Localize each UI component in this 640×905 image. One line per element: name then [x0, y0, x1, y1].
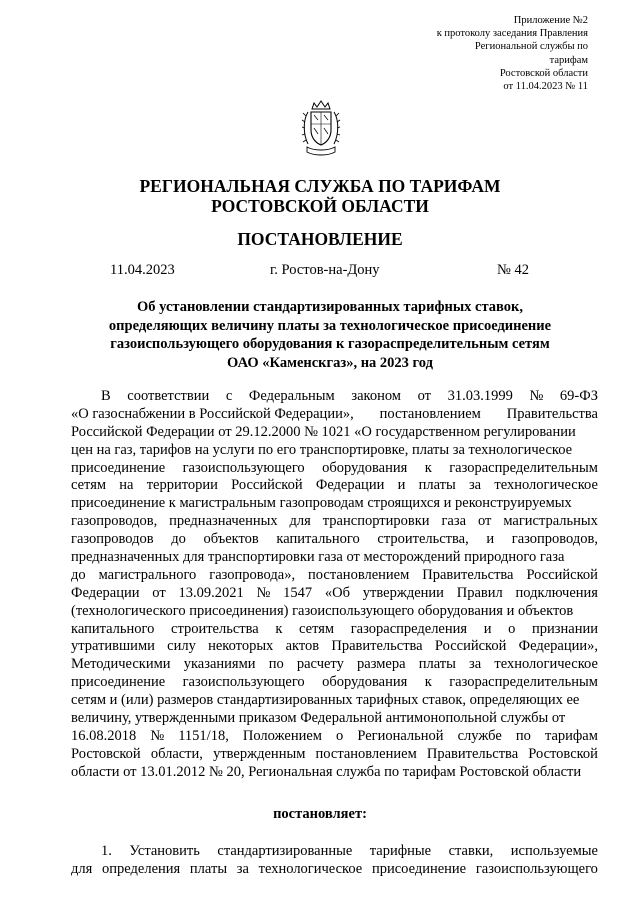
- text-segment: предназначенных для транспортировки газа от месторождений природного газа: [71, 549, 565, 566]
- document-number: № 42: [497, 262, 529, 278]
- text-segment: размера: [357, 656, 406, 673]
- text-segment: к: [275, 620, 283, 637]
- text-segment: газораспределительным: [449, 674, 598, 691]
- text-segment: газопроводов,: [71, 513, 158, 530]
- text-segment: предназначенных: [169, 513, 278, 530]
- text-segment: Положением: [242, 727, 322, 744]
- text-segment: Федерации: [315, 477, 385, 494]
- text-segment: строительства: [171, 620, 259, 637]
- text-segment: тарифам: [544, 727, 598, 744]
- text-segment: присоединение: [371, 861, 467, 877]
- text-line: [71, 746, 598, 764]
- text-segment: за: [236, 861, 249, 877]
- text-segment: №: [529, 388, 544, 404]
- text-segment: о: [508, 620, 516, 637]
- text-line: [71, 477, 598, 495]
- text-line: [71, 585, 598, 603]
- text-segment: Российской Федерации от 29.12.2000 № 1021 «О государственном регулировании: [71, 423, 576, 440]
- appendix-line: тарифам: [549, 54, 588, 66]
- text-segment: ставки,: [448, 843, 494, 859]
- text-segment: используемые: [510, 843, 598, 859]
- text-segment: области от 13.01.2012 № 20, Региональная служба по тарифам Ростовской области: [71, 763, 582, 780]
- rostov-oblast-coat-of-arms-icon: [300, 100, 342, 156]
- preamble-paragraph: [71, 388, 598, 782]
- text-segment: присоединение к магистральным газопроводам строящихся и реконструируемых: [71, 495, 572, 512]
- text-segment: силу: [167, 638, 196, 655]
- text-segment: признании: [532, 620, 598, 637]
- text-line: [71, 549, 598, 567]
- text-segment: постановлением: [308, 566, 410, 583]
- text-line: [71, 860, 598, 878]
- appendix-line: к протоколу заседания Правления: [436, 28, 588, 40]
- text-segment: 1151/18,: [178, 727, 229, 744]
- text-segment: технологическое: [258, 861, 363, 877]
- text-segment: 1.: [101, 843, 112, 859]
- text-line: [71, 728, 598, 746]
- subject-line: Об установлении стандартизированных тарифных ставок,: [137, 299, 523, 315]
- text-segment: газоиспользующего: [475, 861, 598, 877]
- text-line: [71, 531, 598, 549]
- text-segment: и: [397, 477, 406, 494]
- text-segment: технологическое: [494, 477, 598, 494]
- text-segment: капитального: [71, 620, 155, 637]
- appendix-line: Приложение №2: [513, 15, 588, 26]
- text-segment: Правил: [456, 584, 503, 601]
- text-segment: величину, утвержденными приказом Федеральной антимонопольной службы от: [71, 710, 566, 727]
- text-segment: указаниями: [183, 656, 256, 673]
- text-segment: по: [515, 727, 531, 744]
- text-segment: на: [119, 477, 134, 494]
- text-segment: 1547: [283, 584, 313, 601]
- text-segment: 31.03.1999: [447, 388, 513, 404]
- text-segment: Российской: [434, 638, 507, 655]
- text-segment: газа: [441, 513, 467, 530]
- text-segment: о: [336, 727, 344, 744]
- text-segment: оборудования: [322, 459, 408, 476]
- subject-line: определяющих величину платы за технологическое присоединение: [108, 317, 552, 334]
- text-segment: законом: [351, 388, 401, 404]
- document-type: ПОСТАНОВЛЕНИЕ: [237, 229, 403, 249]
- text-segment: для: [71, 861, 93, 877]
- agency-name-line1: РЕГИОНАЛЬНАЯ СЛУЖБА ПО ТАРИФАМ: [139, 176, 501, 196]
- text-segment: 13.09.2021: [178, 584, 244, 601]
- text-segment: 69-ФЗ: [559, 388, 598, 404]
- text-segment: Методическими: [71, 656, 171, 673]
- agency-name-line2: РОСТОВСКОЙ ОБЛАСТИ: [211, 196, 429, 216]
- text-segment: утратившими: [71, 638, 155, 655]
- text-segment: Правительства: [422, 566, 514, 583]
- text-segment: к: [424, 459, 432, 476]
- text-segment: строительства,: [377, 531, 469, 548]
- text-segment: до: [71, 566, 86, 583]
- text-line: [71, 388, 598, 406]
- text-line: [71, 842, 598, 860]
- text-segment: Федеральным: [248, 388, 335, 404]
- document-date: 11.04.2023: [110, 262, 175, 278]
- text-segment: Региональной: [357, 727, 444, 744]
- text-segment: соответствии: [127, 388, 210, 404]
- text-segment: от: [477, 513, 492, 530]
- text-segment: Ростовской: [71, 745, 141, 762]
- text-segment: цен на газ, тарифов на услуги по его транспортировке, платы за технологическое: [71, 441, 573, 458]
- text-line: [71, 495, 598, 513]
- text-line: [71, 460, 598, 478]
- text-line: [71, 567, 598, 585]
- text-segment: оборудования: [322, 674, 408, 691]
- text-segment: до: [171, 531, 186, 548]
- text-segment: газопроводов: [71, 531, 154, 548]
- text-segment: от: [152, 584, 166, 601]
- text-segment: Российской: [231, 477, 303, 494]
- text-segment: Правительства: [506, 405, 598, 422]
- text-line: [71, 406, 598, 424]
- text-segment: платы: [418, 477, 456, 494]
- text-segment: подключения: [515, 584, 598, 601]
- text-segment: Федерации»,: [518, 638, 598, 655]
- decree-item-1: [71, 842, 598, 878]
- text-segment: присоединение: [71, 459, 166, 476]
- text-segment: газопроводов,: [511, 531, 598, 548]
- text-segment: В: [101, 388, 111, 404]
- text-segment: некоторых: [208, 638, 274, 655]
- text-segment: от: [417, 388, 431, 404]
- subject-line: ОАО «Каменскгаз», на 2023 год: [227, 354, 433, 371]
- text-segment: газоиспользующего: [182, 459, 305, 476]
- text-segment: территории: [146, 477, 218, 494]
- text-segment: утвержденным: [213, 745, 306, 762]
- text-segment: (технологического присоединения) газоиспользующего оборудования и объектов: [71, 602, 574, 619]
- text-segment: технологическое: [494, 656, 598, 673]
- text-segment: платы: [189, 861, 228, 877]
- text-segment: газораспределения: [350, 620, 468, 637]
- text-segment: магистрального: [98, 566, 197, 583]
- text-segment: сетям: [71, 477, 107, 494]
- text-segment: Российской: [526, 566, 598, 583]
- text-segment: газопровода»,: [209, 566, 296, 583]
- text-segment: и: [486, 531, 495, 548]
- text-line: [71, 656, 598, 674]
- text-segment: постановлением: [315, 745, 417, 762]
- text-segment: за: [468, 477, 482, 494]
- text-segment: магистральных: [503, 513, 598, 530]
- appendix-line: Ростовской области: [499, 67, 588, 79]
- text-segment: определения: [102, 861, 181, 877]
- text-line: [71, 692, 598, 710]
- text-segment: капитального: [276, 531, 360, 548]
- text-line: [71, 442, 598, 460]
- text-segment: сетям: [299, 620, 335, 637]
- decree-label: постановляет:: [273, 806, 367, 822]
- text-segment: №: [256, 584, 271, 601]
- text-segment: расчету: [296, 656, 344, 673]
- text-segment: платы: [418, 656, 456, 673]
- text-segment: постановлением: [379, 405, 481, 422]
- text-segment: за: [469, 656, 482, 673]
- text-line: [71, 603, 598, 621]
- text-segment: с: [225, 388, 233, 404]
- text-segment: транспортировки: [322, 513, 430, 530]
- text-segment: к: [424, 674, 432, 691]
- text-line: [71, 638, 598, 656]
- text-segment: Федерации: [71, 584, 140, 601]
- text-segment: Ростовской: [528, 745, 598, 762]
- text-segment: объектов: [203, 531, 259, 548]
- text-segment: Установить: [129, 843, 200, 859]
- text-segment: газоиспользующего: [182, 674, 305, 691]
- text-segment: «Об: [324, 584, 350, 601]
- text-segment: тарифные: [369, 843, 432, 859]
- text-segment: актов: [285, 638, 320, 655]
- text-segment: «О газоснабжении в Российской Федерации»,: [71, 405, 354, 422]
- text-segment: по: [268, 656, 284, 673]
- appendix-line: Региональной службы по: [474, 41, 588, 53]
- text-segment: области,: [150, 745, 203, 762]
- text-line: [71, 424, 598, 442]
- text-segment: и: [483, 620, 492, 637]
- text-segment: газораспределительным: [449, 459, 598, 476]
- text-segment: стандартизированные: [217, 843, 353, 859]
- text-segment: №: [150, 727, 165, 744]
- text-line: [71, 674, 598, 692]
- document-city: г. Ростов-на-Дону: [270, 262, 380, 278]
- text-segment: сетям и (или) размеров стандартизированных тарифных ставок, определяющих ее: [71, 692, 580, 709]
- subject-line: газоиспользующего оборудования к газораспределительным сетям: [110, 336, 550, 352]
- text-line: [71, 621, 598, 639]
- document-subject: [60, 298, 600, 372]
- text-line: [71, 513, 598, 531]
- text-segment: службе: [457, 727, 502, 744]
- text-line: [71, 764, 598, 782]
- appendix-line: от 11.04.2023 № 11: [503, 81, 588, 93]
- text-segment: Правительства: [331, 638, 423, 655]
- text-segment: утверждении: [362, 584, 444, 601]
- text-line: [71, 710, 598, 728]
- text-segment: Правительства: [426, 745, 519, 762]
- text-segment: 16.08.2018: [71, 727, 137, 744]
- text-segment: для: [289, 513, 311, 530]
- text-segment: присоединение: [71, 674, 166, 691]
- appendix-block: [437, 14, 588, 93]
